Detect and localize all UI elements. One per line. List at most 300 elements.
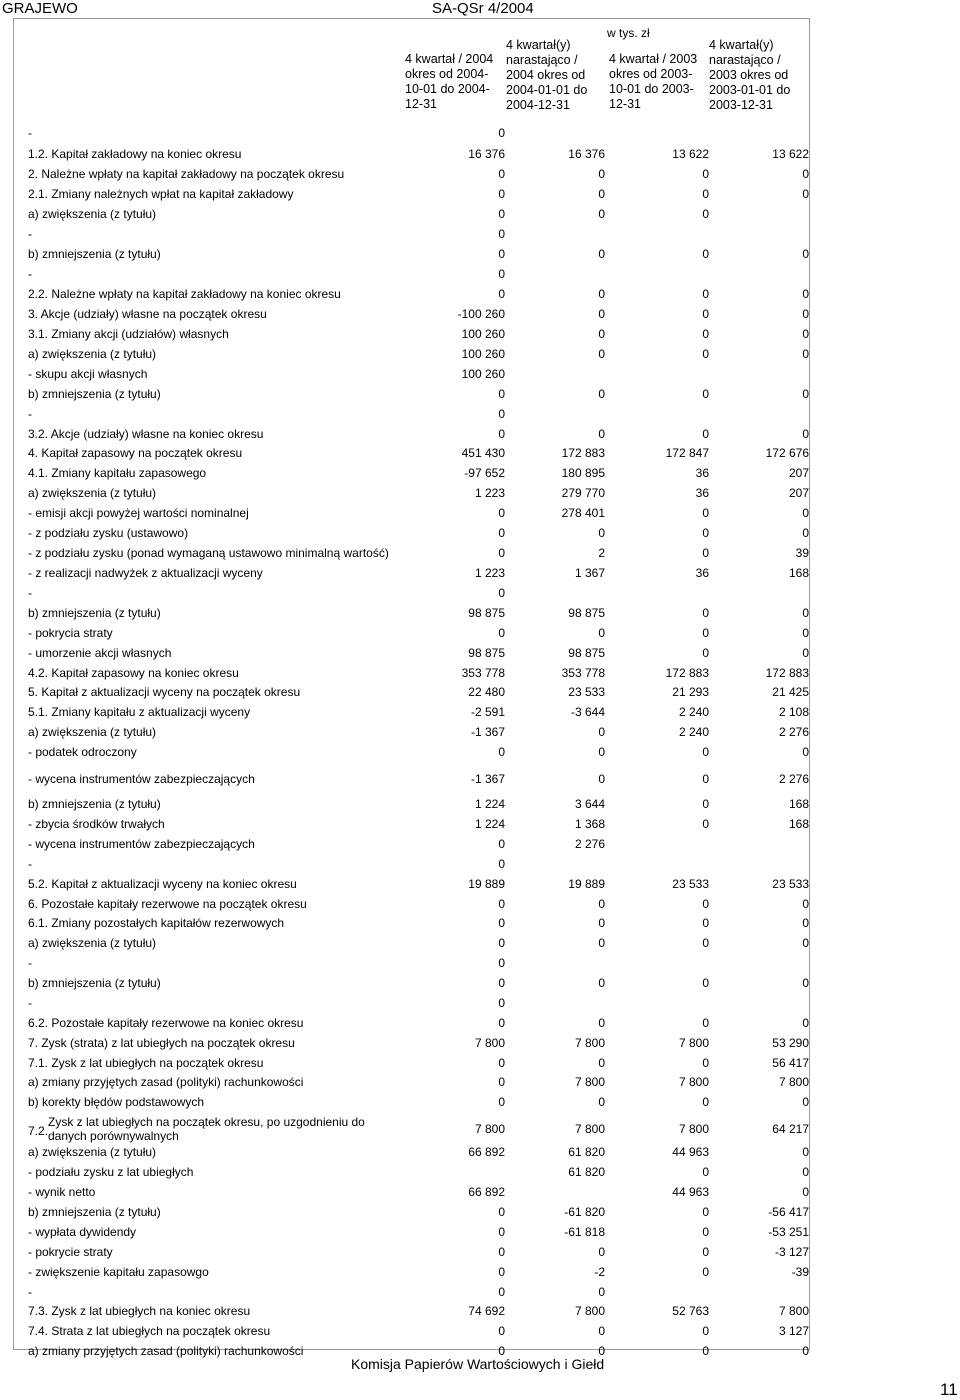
row-label: -: [28, 857, 32, 871]
row-value-col-3: 7 800: [678, 1036, 709, 1050]
row-label: b) korekty błędów podstawowych: [28, 1095, 205, 1109]
units-label: w tys. zł: [607, 26, 650, 40]
row-label: 7.3. Zysk z lat ubiegłych na koniec okresu: [28, 1304, 251, 1318]
row-value-col-4: 0: [802, 187, 809, 201]
row-label: 1.2. Kapitał zakładowy na koniec okresu: [28, 147, 242, 161]
row-value-col-3: 0: [702, 797, 709, 811]
row-value-col-4: 0: [802, 247, 809, 261]
row-value-col-4: 64 217: [772, 1122, 809, 1136]
row-value-col-4: 0: [802, 1145, 809, 1159]
row-value-col-3: 13 622: [672, 147, 709, 161]
row-value-col-4: 23 533: [772, 877, 809, 891]
row-value-col-4: 0: [802, 1095, 809, 1109]
row-label: -: [28, 267, 32, 281]
row-value-col-4: 0: [802, 307, 809, 321]
row-label: 7.4. Strata z lat ubiegłych na początek okresu: [28, 1324, 271, 1338]
row-value-col-4: 0: [802, 745, 809, 759]
row-value-col-1: 98 875: [468, 606, 505, 620]
row-value-col-2: 0: [598, 1344, 605, 1358]
table-row: [0, 1243, 960, 1263]
table-row: [0, 895, 960, 915]
row-value-col-3: 0: [702, 1016, 709, 1030]
row-value-col-3: 0: [702, 646, 709, 660]
row-value-col-1: 0: [498, 1265, 505, 1279]
row-value-col-2: 0: [598, 167, 605, 181]
row-value-col-3: 23 533: [672, 877, 709, 891]
row-value-col-1: 0: [498, 247, 505, 261]
table-row: [0, 504, 960, 524]
row-label: -: [28, 1285, 32, 1299]
row-value-col-3: 0: [702, 1056, 709, 1070]
table-row: [0, 875, 960, 895]
row-value-col-2: 2: [598, 546, 605, 560]
table-row: [0, 345, 960, 365]
row-label: - pokrycie straty: [28, 1245, 113, 1259]
row-value-col-2: 2 276: [574, 837, 605, 851]
row-value-col-3: 36: [695, 566, 709, 580]
row-value-col-1: 353 778: [461, 666, 505, 680]
row-value-col-4: 0: [802, 1016, 809, 1030]
row-label: 5.1. Zmiany kapitału z aktualizacji wyceny: [28, 705, 251, 719]
row-value-col-4: 207: [788, 466, 809, 480]
row-value-col-4: -39: [791, 1265, 809, 1279]
row-value-col-2: 353 778: [561, 666, 605, 680]
row-value-col-3: 0: [702, 247, 709, 261]
row-value-col-1: 7 800: [474, 1036, 505, 1050]
row-label: - z realizacji nadwyżek z aktualizacji wyceny: [28, 566, 263, 580]
table-row: [0, 723, 960, 743]
row-value-col-1: 0: [498, 1205, 505, 1219]
row-value-col-2: 0: [598, 976, 605, 990]
row-value-col-1: 1 224: [474, 817, 505, 831]
row-value-col-4: 0: [802, 167, 809, 181]
row-label: -: [28, 996, 32, 1010]
row-value-col-1: 1 224: [474, 797, 505, 811]
row-value-col-2: 0: [598, 247, 605, 261]
table-row: [0, 604, 960, 624]
row-value-col-4: 39: [795, 546, 809, 560]
row-label: 6.1. Zmiany pozostałych kapitałów rezerwowych: [28, 916, 285, 930]
row-value-col-2: 0: [598, 936, 605, 950]
row-value-col-3: 0: [702, 287, 709, 301]
row-value-col-2: 172 883: [561, 446, 605, 460]
row-value-col-4: 0: [802, 387, 809, 401]
row-label: b) zmniejszenia (z tytułu): [28, 387, 161, 401]
table-row: [0, 1203, 960, 1223]
row-value-col-1: 0: [498, 745, 505, 759]
row-value-col-3: 2 240: [678, 705, 709, 719]
row-value-col-1: 0: [498, 387, 505, 401]
row-value-col-3: 0: [702, 772, 709, 786]
row-label: a) zwiększenia (z tytułu): [28, 207, 157, 221]
row-label: a) zwiększenia (z tytułu): [28, 347, 157, 361]
row-label: 3. Akcje (udziały) własne na początek okresu: [28, 307, 267, 321]
column-header-q4-2004: 4 kwartał / 2004 okres od 2004-10-01 do 2004-12-31: [405, 52, 494, 111]
row-value-col-2: 0: [598, 1095, 605, 1109]
row-label: - z podziału zysku (ponad wymaganą ustawowo minimalną wartość): [28, 546, 389, 560]
row-label: - zbycia środków trwałych: [28, 817, 165, 831]
row-value-col-1: 0: [498, 526, 505, 540]
row-value-col-1: -97 652: [464, 466, 505, 480]
row-label: - z podziału zysku (ustawowo): [28, 526, 189, 540]
row-label: - wycena instrumentów zabezpieczających: [28, 837, 255, 851]
row-value-col-1: 0: [498, 1095, 505, 1109]
row-value-col-4: 2 276: [778, 772, 809, 786]
table-row: [0, 245, 960, 265]
row-value-col-3: 0: [702, 1165, 709, 1179]
row-value-col-1: -1 367: [470, 725, 505, 739]
table-row: [0, 954, 960, 974]
table-row: [0, 425, 960, 445]
row-value-col-1: 0: [498, 1344, 505, 1358]
table-row: [0, 1183, 960, 1203]
row-value-col-2: 3 644: [574, 797, 605, 811]
row-value-col-3: 7 800: [678, 1075, 709, 1089]
row-label: - wycena instrumentów zabezpieczających: [28, 772, 255, 786]
row-value-col-4: 168: [788, 817, 809, 831]
table-row: [0, 815, 960, 835]
row-value-col-4: 0: [802, 1165, 809, 1179]
row-label: 2.2. Należne wpłaty na kapitał zakładowy na koniec okresu: [28, 287, 341, 301]
row-value-col-1: 0: [498, 506, 505, 520]
table-row: [0, 994, 960, 1014]
row-value-col-1: 0: [498, 1285, 505, 1299]
row-label: -: [28, 407, 32, 421]
row-value-col-2: 7 800: [574, 1122, 605, 1136]
row-value-col-2: -61 820: [564, 1205, 605, 1219]
row-value-col-4: 13 622: [772, 147, 809, 161]
table-row: [0, 855, 960, 875]
row-value-col-3: 44 963: [672, 1145, 709, 1159]
table-row: [0, 124, 960, 144]
row-value-col-1: 7 800: [474, 1122, 505, 1136]
row-value-col-2: 61 820: [568, 1165, 605, 1179]
row-value-col-2: 278 401: [561, 506, 605, 520]
row-value-col-1: 100 260: [461, 367, 505, 381]
report-code: SA-QSr 4/2004: [432, 0, 534, 17]
row-value-col-1: 0: [498, 1056, 505, 1070]
row-value-col-2: 0: [598, 1016, 605, 1030]
row-value-col-2: 279 770: [561, 486, 605, 500]
row-value-col-4: 0: [802, 347, 809, 361]
table-row: [0, 544, 960, 564]
table-row: [0, 365, 960, 385]
row-value-col-2: 180 895: [561, 466, 605, 480]
row-value-col-1: 0: [498, 976, 505, 990]
row-label: -: [28, 586, 32, 600]
row-value-col-3: 0: [702, 506, 709, 520]
footer-text: Komisja Papierów Wartościowych i Giełd: [351, 1356, 605, 1372]
row-label: 7. Zysk (strata) z lat ubiegłych na początek okresu: [28, 1036, 295, 1050]
row-value-col-4: 0: [802, 646, 809, 660]
table-row: [0, 1073, 960, 1093]
row-value-col-3: 0: [702, 897, 709, 911]
row-value-col-3: 21 293: [672, 685, 709, 699]
row-value-col-2: 0: [598, 897, 605, 911]
row-value-col-4: 2 108: [778, 705, 809, 719]
row-value-col-4: 56 417: [772, 1056, 809, 1070]
row-value-col-3: 0: [702, 936, 709, 950]
table-row: [0, 795, 960, 815]
row-value-col-4: 7 800: [778, 1304, 809, 1318]
row-label: - pokrycia straty: [28, 626, 113, 640]
row-value-col-2: 23 533: [568, 685, 605, 699]
table-row: [0, 835, 960, 855]
row-label: -: [28, 126, 32, 140]
row-value-col-1: 0: [498, 916, 505, 930]
row-label: b) zmniejszenia (z tytułu): [28, 797, 161, 811]
row-value-col-2: 61 820: [568, 1145, 605, 1159]
row-value-col-3: 0: [702, 387, 709, 401]
row-value-col-1: 74 692: [468, 1304, 505, 1318]
table-row: [0, 1302, 960, 1322]
row-value-col-3: 0: [702, 546, 709, 560]
table-row: [0, 305, 960, 325]
table-row: [0, 1115, 960, 1143]
row-value-col-1: 0: [498, 126, 505, 140]
row-value-col-3: 0: [702, 526, 709, 540]
row-value-col-4: -3 127: [774, 1245, 809, 1259]
row-value-col-4: 0: [802, 936, 809, 950]
row-value-col-3: 0: [702, 207, 709, 221]
row-label: b) zmniejszenia (z tytułu): [28, 606, 161, 620]
row-label: - skupu akcji własnych: [28, 367, 148, 381]
table-row: [0, 644, 960, 664]
row-prefix: 7.2.: [28, 1124, 49, 1138]
row-value-col-2: 0: [598, 772, 605, 786]
row-label: 4.1. Zmiany kapitału zapasowego: [28, 466, 207, 480]
row-value-col-2: -2: [594, 1265, 605, 1279]
row-value-col-2: 0: [598, 725, 605, 739]
row-value-col-4: 168: [788, 566, 809, 580]
row-value-col-2: 7 800: [574, 1304, 605, 1318]
row-value-col-2: 0: [598, 526, 605, 540]
row-value-col-4: 0: [802, 626, 809, 640]
row-value-col-1: 66 892: [468, 1145, 505, 1159]
row-value-col-4: 0: [802, 1344, 809, 1358]
row-label: a) zwiększenia (z tytułu): [28, 1145, 157, 1159]
row-value-col-3: 2 240: [678, 725, 709, 739]
row-label: 2.1. Zmiany należnych wpłat na kapitał zakładowy: [28, 187, 294, 201]
row-value-col-1: 0: [498, 996, 505, 1010]
row-value-col-3: 0: [702, 1344, 709, 1358]
row-value-col-2: 0: [598, 745, 605, 759]
row-label: 3.2. Akcje (udziały) własne na koniec okresu: [28, 427, 264, 441]
table-row: [0, 385, 960, 405]
row-value-col-1: 1 223: [474, 566, 505, 580]
row-value-col-3: 0: [702, 1225, 709, 1239]
row-value-col-2: 19 889: [568, 877, 605, 891]
row-value-col-2: 0: [598, 387, 605, 401]
row-label: b) zmniejszenia (z tytułu): [28, 1205, 161, 1219]
table-row: [0, 145, 960, 165]
row-value-col-2: 7 800: [574, 1036, 605, 1050]
row-value-col-3: 172 847: [665, 446, 709, 460]
row-value-col-1: 22 480: [468, 685, 505, 699]
table-row: [0, 974, 960, 994]
row-value-col-2: -3 644: [570, 705, 605, 719]
table-row: [0, 1143, 960, 1163]
table-row: [0, 1322, 960, 1342]
company-name: GRAJEWO: [2, 0, 78, 17]
table-row: [0, 584, 960, 604]
table-row: [0, 1283, 960, 1303]
row-value-col-1: -1 367: [470, 772, 505, 786]
row-value-col-2: 7 800: [574, 1075, 605, 1089]
row-value-col-1: 19 889: [468, 877, 505, 891]
row-value-col-3: 52 763: [672, 1304, 709, 1318]
table-row: [0, 564, 960, 584]
row-value-col-4: 21 425: [772, 685, 809, 699]
table-row: [0, 1223, 960, 1243]
row-value-col-2: 0: [598, 1245, 605, 1259]
row-value-col-2: 0: [598, 1056, 605, 1070]
row-value-col-3: 0: [702, 1324, 709, 1338]
row-value-col-1: -100 260: [457, 307, 505, 321]
table-row: [0, 703, 960, 723]
row-value-col-4: 0: [802, 1185, 809, 1199]
row-label: 5. Kapitał z aktualizacji wyceny na początek okresu: [28, 685, 301, 699]
row-value-col-4: 0: [802, 506, 809, 520]
row-label: 4.2. Kapitał zapasowy na koniec okresu: [28, 666, 239, 680]
row-value-col-2: 0: [598, 207, 605, 221]
table-row: [0, 743, 960, 763]
row-value-col-1: 98 875: [468, 646, 505, 660]
row-value-col-3: 0: [702, 626, 709, 640]
row-value-col-1: 0: [498, 956, 505, 970]
row-value-col-3: 0: [702, 1245, 709, 1259]
row-value-col-2: 1 368: [574, 817, 605, 831]
row-label: b) zmniejszenia (z tytułu): [28, 976, 161, 990]
table-row: [0, 683, 960, 703]
row-value-col-1: 0: [498, 267, 505, 281]
row-label: 6. Pozostałe kapitały rezerwowe na początek okresu: [28, 897, 307, 911]
table-row: [0, 1034, 960, 1054]
table-row: [0, 464, 960, 484]
table-row: [0, 1054, 960, 1074]
row-value-col-4: 0: [802, 327, 809, 341]
row-value-col-3: 0: [702, 916, 709, 930]
row-label: - umorzenie akcji własnych: [28, 646, 172, 660]
row-value-col-1: 0: [498, 936, 505, 950]
row-value-col-1: 0: [498, 1075, 505, 1089]
table-row: [0, 1263, 960, 1283]
row-value-col-1: 0: [498, 227, 505, 241]
row-value-col-3: 0: [702, 307, 709, 321]
row-label: Zysk z lat ubiegłych na początek okresu, po uzgodnieniu do danych porównywalnych: [48, 1115, 365, 1143]
table-row: [0, 770, 960, 790]
row-value-col-3: 0: [702, 976, 709, 990]
row-value-col-3: 0: [702, 1205, 709, 1219]
row-label: 7.1. Zysk z lat ubiegłych na początek okresu: [28, 1056, 264, 1070]
row-value-col-4: 172 676: [765, 446, 809, 460]
row-label: a) zwiększenia (z tytułu): [28, 486, 157, 500]
row-value-col-1: 66 892: [468, 1185, 505, 1199]
row-value-col-2: 98 875: [568, 646, 605, 660]
row-value-col-4: 0: [802, 526, 809, 540]
row-value-col-1: 0: [498, 427, 505, 441]
row-value-col-1: 100 260: [461, 327, 505, 341]
row-value-col-4: 7 800: [778, 1075, 809, 1089]
row-value-col-4: -53 251: [768, 1225, 809, 1239]
row-value-col-1: -2 591: [470, 705, 505, 719]
page-number: 11: [940, 1380, 958, 1399]
row-value-col-1: 1 223: [474, 486, 505, 500]
row-value-col-3: 36: [695, 486, 709, 500]
table-row: [0, 624, 960, 644]
row-value-col-4: 0: [802, 606, 809, 620]
row-value-col-4: 0: [802, 976, 809, 990]
row-value-col-2: 0: [598, 427, 605, 441]
table-row: [0, 205, 960, 225]
row-value-col-1: 0: [498, 837, 505, 851]
row-label: - wynik netto: [28, 1185, 96, 1199]
row-value-col-1: 0: [498, 407, 505, 421]
row-value-col-1: 0: [498, 287, 505, 301]
row-value-col-1: 0: [498, 207, 505, 221]
table-row: [0, 934, 960, 954]
row-value-col-4: 0: [802, 427, 809, 441]
table-row: [0, 325, 960, 345]
row-value-col-4: 172 883: [765, 666, 809, 680]
row-value-col-1: 0: [498, 1225, 505, 1239]
row-value-col-1: 16 376: [468, 147, 505, 161]
row-label: a) zmiany przyjętych zasad (polityki) rachunkowości: [28, 1075, 304, 1089]
row-label: 6.2. Pozostałe kapitały rezerwowe na koniec okresu: [28, 1016, 304, 1030]
row-value-col-1: 0: [498, 546, 505, 560]
table-row: [0, 265, 960, 285]
row-value-col-3: 0: [702, 1265, 709, 1279]
row-value-col-1: 0: [498, 857, 505, 871]
table-row: [0, 405, 960, 425]
table-row: [0, 1014, 960, 1034]
row-value-col-1: 451 430: [461, 446, 505, 460]
table-row: [0, 285, 960, 305]
row-value-col-3: 0: [702, 327, 709, 341]
row-label: 5.2. Kapitał z aktualizacji wyceny na koniec okresu: [28, 877, 297, 891]
row-value-col-4: 207: [788, 486, 809, 500]
row-value-col-4: 0: [802, 897, 809, 911]
row-value-col-2: 98 875: [568, 606, 605, 620]
row-label: b) zmniejszenia (z tytułu): [28, 247, 161, 261]
row-label: - wypłata dywidendy: [28, 1225, 137, 1239]
table-row: [0, 225, 960, 245]
row-value-col-3: 36: [695, 466, 709, 480]
row-value-col-3: 0: [702, 347, 709, 361]
row-label: - emisji akcji powyżej wartości nominalnej: [28, 506, 249, 520]
table-row: [0, 444, 960, 464]
row-value-col-3: 0: [702, 187, 709, 201]
row-label: -: [28, 227, 32, 241]
row-value-col-2: 0: [598, 327, 605, 341]
row-value-col-3: 0: [702, 1095, 709, 1109]
row-value-col-3: 172 883: [665, 666, 709, 680]
table-row: [0, 664, 960, 684]
row-label: - zwiększenie kapitału zapasowgo: [28, 1265, 209, 1279]
row-value-col-2: 16 376: [568, 147, 605, 161]
table-row: [0, 165, 960, 185]
row-label: - podatek odroczony: [28, 745, 137, 759]
row-value-col-3: 0: [702, 745, 709, 759]
row-label: a) zwiększenia (z tytułu): [28, 725, 157, 739]
row-value-col-2: 0: [598, 626, 605, 640]
row-value-col-3: 0: [702, 167, 709, 181]
row-value-col-2: 0: [598, 1324, 605, 1338]
row-value-col-1: 100 260: [461, 347, 505, 361]
row-value-col-4: 3 127: [778, 1324, 809, 1338]
row-value-col-1: 0: [498, 187, 505, 201]
row-label: a) zmiany przyjętych zasad (polityki) rachunkowości: [28, 1344, 304, 1358]
